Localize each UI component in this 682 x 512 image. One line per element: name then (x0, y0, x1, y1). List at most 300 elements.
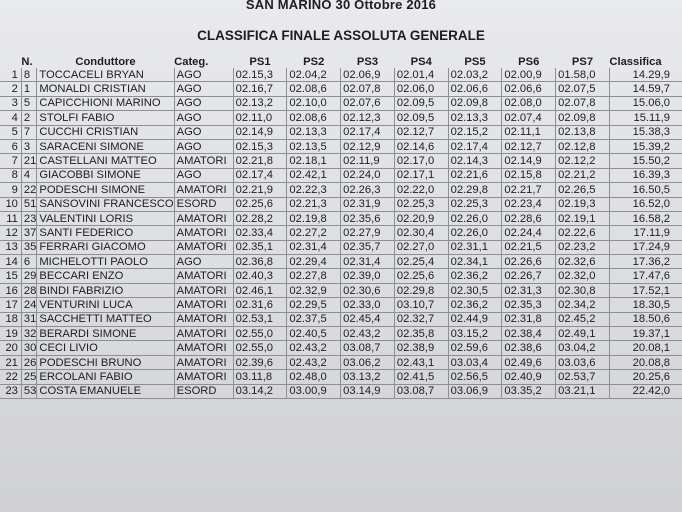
table-row (0, 327, 682, 341)
cell-ps7: 02.53,7 (556, 370, 610, 384)
cell-number: 5 (21, 96, 36, 110)
col-header-classifica: Classifica (609, 55, 662, 68)
cell-category: AMATORI (174, 240, 233, 254)
cell-category: AMATORI (174, 154, 233, 168)
cell-ps5: 02.44,9 (448, 312, 502, 326)
cell-ps4: 02.32,7 (394, 312, 448, 326)
cell-ps3: 02.39,0 (341, 269, 395, 283)
cell-ps5: 02.36,2 (448, 298, 502, 312)
cell-number: 22 (21, 183, 36, 197)
cell-ps7: 02.19,3 (556, 197, 610, 211)
cell-classifica: 17.47,6 (609, 269, 682, 283)
cell-ps3: 02.07,6 (341, 96, 395, 110)
cell-ps3: 02.30,6 (341, 283, 395, 297)
cell-ps7: 02.32,0 (556, 269, 610, 283)
cell-ps5: 02.29,8 (448, 183, 502, 197)
cell-position: 21 (0, 355, 21, 369)
table-row (0, 370, 682, 384)
cell-driver: SARACENI SIMONE (37, 139, 174, 153)
cell-ps2: 02.32,9 (287, 283, 341, 297)
cell-ps5: 02.06,6 (448, 82, 502, 96)
cell-classifica: 22.42,0 (609, 384, 682, 398)
cell-ps1: 02.46,1 (233, 283, 287, 297)
cell-ps6: 02.24,4 (502, 226, 556, 240)
cell-classifica: 17.11,9 (609, 226, 682, 240)
page-title: CLASSIFICA FINALE ASSOLUTA GENERALE (197, 28, 485, 43)
cell-number: 24 (21, 298, 36, 312)
cell-category: AGO (174, 255, 233, 269)
table-row (0, 255, 682, 269)
cell-category: AMATORI (174, 283, 233, 297)
cell-position: 11 (0, 211, 21, 225)
cell-position: 12 (0, 226, 21, 240)
cell-driver: CECI LIVIO (37, 341, 174, 355)
cell-ps2: 02.43,2 (287, 341, 341, 355)
cell-driver: VALENTINI LORIS (37, 211, 174, 225)
cell-classifica: 17.36,2 (609, 255, 682, 269)
col-header-driver: Conduttore (75, 55, 136, 68)
table-body (0, 68, 682, 398)
cell-ps1: 02.15,3 (233, 139, 287, 153)
cell-ps7: 02.07,5 (556, 82, 610, 96)
cell-ps4: 03.08,7 (394, 384, 448, 398)
cell-ps3: 02.26,3 (341, 183, 395, 197)
cell-driver: CUCCHI CRISTIAN (37, 125, 174, 139)
cell-driver: SACCHETTI MATTEO (37, 312, 174, 326)
table-row (0, 298, 682, 312)
cell-ps7: 02.13,8 (556, 125, 610, 139)
cell-ps1: 02.53,1 (233, 312, 287, 326)
cell-position: 6 (0, 139, 21, 153)
cell-ps2: 02.42,1 (287, 168, 341, 182)
col-header-ps7: PS7 (571, 55, 594, 68)
cell-ps2: 02.18,1 (287, 154, 341, 168)
cell-classifica: 20.08,8 (609, 355, 682, 369)
cell-ps4: 02.29,8 (394, 283, 448, 297)
cell-number: 8 (21, 68, 36, 82)
cell-classifica: 20.08,1 (609, 341, 682, 355)
cell-number: 2 (21, 111, 36, 125)
cell-ps6: 02.06,6 (502, 82, 556, 96)
cell-position: 23 (0, 384, 21, 398)
cell-category: AMATORI (174, 183, 233, 197)
cell-ps4: 02.17,0 (394, 154, 448, 168)
cell-ps2: 02.08,6 (287, 82, 341, 96)
cell-ps5: 02.26,0 (448, 226, 502, 240)
cell-ps3: 02.35,6 (341, 211, 395, 225)
cell-ps1: 02.39,6 (233, 355, 287, 369)
cell-ps1: 02.17,4 (233, 168, 287, 182)
cell-ps2: 02.10,0 (287, 96, 341, 110)
cell-category: AMATORI (174, 312, 233, 326)
cell-number: 25 (21, 370, 36, 384)
table-row (0, 269, 682, 283)
cell-ps7: 03.03,6 (556, 355, 610, 369)
cell-driver: SANSOVINI FRANCESCO (37, 197, 174, 211)
cell-ps4: 02.25,4 (394, 255, 448, 269)
cell-driver: MONALDI CRISTIAN (37, 82, 174, 96)
cell-ps3: 02.43,2 (341, 327, 395, 341)
cell-ps2: 02.29,4 (287, 255, 341, 269)
table-row (0, 240, 682, 254)
table-row (0, 96, 682, 110)
col-header-ps6: PS6 (518, 55, 540, 68)
cell-ps5: 02.31,1 (448, 240, 502, 254)
cell-ps2: 02.13,3 (287, 125, 341, 139)
cell-classifica: 16.50,5 (609, 183, 682, 197)
cell-ps7: 01.58,0 (556, 68, 610, 82)
cell-driver: FERRARI GIACOMO (37, 240, 174, 254)
cell-category: AMATORI (174, 355, 233, 369)
cell-classifica: 18.50,6 (609, 312, 682, 326)
cell-position: 5 (0, 125, 21, 139)
cell-number: 29 (21, 269, 36, 283)
cell-ps3: 02.12,3 (341, 111, 395, 125)
cell-ps2: 02.43,2 (287, 355, 341, 369)
cell-ps4: 02.35,8 (394, 327, 448, 341)
cell-ps6: 02.21,5 (502, 240, 556, 254)
table-row (0, 211, 682, 225)
table-row (0, 154, 682, 168)
cell-ps6: 02.38,4 (502, 327, 556, 341)
cell-ps5: 02.59,6 (448, 341, 502, 355)
cell-category: ESORD (174, 384, 233, 398)
cell-ps5: 02.25,3 (448, 197, 502, 211)
table-header-row (0, 55, 682, 68)
cell-ps2: 02.31,4 (287, 240, 341, 254)
cell-ps1: 02.31,6 (233, 298, 287, 312)
cell-ps6: 02.07,4 (502, 111, 556, 125)
cell-ps2: 02.19,8 (287, 211, 341, 225)
cell-ps5: 03.06,9 (448, 384, 502, 398)
cell-ps4: 02.38,9 (394, 341, 448, 355)
cell-category: AGO (174, 96, 233, 110)
cell-category: AMATORI (174, 226, 233, 240)
cell-classifica: 17.24,9 (609, 240, 682, 254)
cell-ps4: 02.25,3 (394, 197, 448, 211)
cell-ps3: 02.35,7 (341, 240, 395, 254)
cell-ps7: 02.09,8 (556, 111, 610, 125)
cell-driver: BERARDI SIMONE (37, 327, 174, 341)
cell-category: ESORD (174, 197, 233, 211)
cell-ps7: 02.12,8 (556, 139, 610, 153)
cell-number: 37 (21, 226, 36, 240)
cell-number: 30 (21, 341, 36, 355)
cell-ps6: 02.40,9 (502, 370, 556, 384)
cell-ps5: 02.56,5 (448, 370, 502, 384)
cell-ps5: 02.36,2 (448, 269, 502, 283)
cell-classifica: 15.39,2 (609, 139, 682, 153)
cell-ps2: 02.48,0 (287, 370, 341, 384)
cell-ps2: 03.00,9 (287, 384, 341, 398)
cell-ps6: 02.28,6 (502, 211, 556, 225)
cell-number: 4 (21, 168, 36, 182)
table-row (0, 283, 682, 297)
cell-ps2: 02.40,5 (287, 327, 341, 341)
cell-ps4: 02.17,1 (394, 168, 448, 182)
cell-ps3: 03.06,2 (341, 355, 395, 369)
cell-ps5: 02.34,1 (448, 255, 502, 269)
cell-ps7: 02.12,2 (556, 154, 610, 168)
cell-ps2: 02.04,2 (287, 68, 341, 82)
cell-number: 6 (21, 255, 36, 269)
cell-ps5: 02.21,6 (448, 168, 502, 182)
cell-ps4: 02.06,0 (394, 82, 448, 96)
cell-classifica: 15.11,9 (609, 111, 682, 125)
cell-ps7: 03.21,1 (556, 384, 610, 398)
cell-ps1: 03.11,8 (233, 370, 287, 384)
cell-category: AMATORI (174, 269, 233, 283)
cell-ps7: 02.45,2 (556, 312, 610, 326)
cell-ps5: 02.26,0 (448, 211, 502, 225)
cell-position: 16 (0, 283, 21, 297)
cell-ps2: 02.29,5 (287, 298, 341, 312)
cell-ps1: 02.15,3 (233, 68, 287, 82)
cell-ps5: 02.09,8 (448, 96, 502, 110)
cell-driver: GIACOBBI SIMONE (37, 168, 174, 182)
cell-classifica: 14.59,7 (609, 82, 682, 96)
cell-driver: BECCARI ENZO (37, 269, 174, 283)
cell-position: 4 (0, 111, 21, 125)
cell-classifica: 16.58,2 (609, 211, 682, 225)
cell-driver: COSTA EMANUELE (37, 384, 174, 398)
table-row (0, 341, 682, 355)
cell-number: 51 (21, 197, 36, 211)
cell-ps7: 02.07,8 (556, 96, 610, 110)
cell-ps1: 02.14,9 (233, 125, 287, 139)
table-row (0, 183, 682, 197)
cell-number: 32 (21, 327, 36, 341)
cell-number: 28 (21, 283, 36, 297)
cell-ps2: 02.22,3 (287, 183, 341, 197)
cell-driver: TOCCACELI BRYAN (37, 68, 174, 82)
cell-ps7: 02.32,6 (556, 255, 610, 269)
col-header-ps3: PS3 (356, 55, 379, 68)
cell-position: 20 (0, 341, 21, 355)
cell-ps1: 02.55,0 (233, 327, 287, 341)
cell-ps4: 02.09,5 (394, 111, 448, 125)
cell-ps6: 02.35,3 (502, 298, 556, 312)
cell-position: 14 (0, 255, 21, 269)
cell-position: 1 (0, 68, 21, 82)
cell-ps6: 02.21,7 (502, 183, 556, 197)
cell-position: 15 (0, 269, 21, 283)
table-row (0, 139, 682, 153)
table-row (0, 197, 682, 211)
cell-ps3: 02.07,8 (341, 82, 395, 96)
cell-ps5: 02.30,5 (448, 283, 502, 297)
cell-ps3: 02.31,4 (341, 255, 395, 269)
cell-ps4: 02.22,0 (394, 183, 448, 197)
cell-ps3: 03.13,2 (341, 370, 395, 384)
cell-ps3: 03.14,9 (341, 384, 395, 398)
cell-driver: PODESCHI SIMONE (37, 183, 174, 197)
table-row (0, 68, 682, 82)
cell-position: 18 (0, 312, 21, 326)
cell-ps2: 02.37,5 (287, 312, 341, 326)
cell-ps3: 03.08,7 (341, 341, 395, 355)
cell-ps6: 02.00,9 (502, 68, 556, 82)
cell-category: AGO (174, 68, 233, 82)
cell-ps1: 02.36,8 (233, 255, 287, 269)
cell-ps2: 02.13,5 (287, 139, 341, 153)
cell-classifica: 14.29,9 (609, 68, 682, 82)
cell-ps6: 02.49,6 (502, 355, 556, 369)
cell-ps4: 02.30,4 (394, 226, 448, 240)
cell-category: AGO (174, 82, 233, 96)
results-table (0, 55, 682, 399)
cell-ps1: 02.21,8 (233, 154, 287, 168)
cell-ps7: 02.19,1 (556, 211, 610, 225)
cell-driver: PODESCHI BRUNO (37, 355, 174, 369)
cell-position: 3 (0, 96, 21, 110)
cell-ps3: 02.27,9 (341, 226, 395, 240)
cell-ps6: 02.38,6 (502, 341, 556, 355)
cell-category: AMATORI (174, 211, 233, 225)
cell-category: AMATORI (174, 341, 233, 355)
cell-driver: SANTI FEDERICO (37, 226, 174, 240)
cell-position: 19 (0, 327, 21, 341)
cell-category: AGO (174, 111, 233, 125)
cell-ps1: 03.14,2 (233, 384, 287, 398)
cell-ps4: 02.27,0 (394, 240, 448, 254)
cell-number: 31 (21, 312, 36, 326)
cell-ps1: 02.11,0 (233, 111, 287, 125)
cell-ps6: 02.14,9 (502, 154, 556, 168)
cell-ps5: 03.15,2 (448, 327, 502, 341)
cell-ps4: 02.43,1 (394, 355, 448, 369)
col-header-category: Categ. (174, 55, 209, 68)
col-header-ps1: PS1 (249, 55, 271, 68)
cell-ps3: 02.45,4 (341, 312, 395, 326)
cell-ps7: 02.49,1 (556, 327, 610, 341)
cell-classifica: 15.06,0 (609, 96, 682, 110)
cell-position: 8 (0, 168, 21, 182)
cell-classifica: 18.30,5 (609, 298, 682, 312)
cell-category: AGO (174, 139, 233, 153)
cell-position: 9 (0, 183, 21, 197)
cell-ps4: 02.14,6 (394, 139, 448, 153)
cell-position: 22 (0, 370, 21, 384)
cell-position: 13 (0, 240, 21, 254)
cell-ps6: 02.26,6 (502, 255, 556, 269)
cell-category: AMATORI (174, 370, 233, 384)
cell-ps6: 02.23,4 (502, 197, 556, 211)
col-header-ps2: PS2 (303, 55, 325, 68)
cell-position: 17 (0, 298, 21, 312)
cell-driver: STOLFI FABIO (37, 111, 174, 125)
cell-ps4: 03.10,7 (394, 298, 448, 312)
cell-ps1: 02.16,7 (233, 82, 287, 96)
cell-ps2: 02.27,8 (287, 269, 341, 283)
col-header-ps5: PS5 (464, 55, 486, 68)
cell-ps1: 02.25,6 (233, 197, 287, 211)
cell-driver: BINDI FABRIZIO (37, 283, 174, 297)
cell-driver: MICHELOTTI PAOLO (37, 255, 174, 269)
cell-classifica: 15.50,2 (609, 154, 682, 168)
cell-category: AMATORI (174, 327, 233, 341)
cell-number: 35 (21, 240, 36, 254)
cell-ps7: 03.04,2 (556, 341, 610, 355)
table-row (0, 384, 682, 398)
table-row (0, 82, 682, 96)
cell-classifica: 19.37,1 (609, 327, 682, 341)
cell-classifica: 20.25,6 (609, 370, 682, 384)
cell-ps3: 02.06,9 (341, 68, 395, 82)
table-row (0, 312, 682, 326)
cell-ps3: 02.12,9 (341, 139, 395, 153)
cell-ps6: 02.31,8 (502, 312, 556, 326)
event-header: SAN MARINO 30 Ottobre 2016 (245, 0, 437, 12)
cell-classifica: 16.39,3 (609, 168, 682, 182)
cell-ps6: 02.11,1 (502, 125, 556, 139)
cell-ps4: 02.09,5 (394, 96, 448, 110)
cell-driver: VENTURINI LUCA (37, 298, 174, 312)
table-row (0, 226, 682, 240)
cell-ps1: 02.21,9 (233, 183, 287, 197)
cell-ps1: 02.28,2 (233, 211, 287, 225)
cell-ps6: 02.15,8 (502, 168, 556, 182)
cell-ps7: 02.23,2 (556, 240, 610, 254)
table-row (0, 125, 682, 139)
cell-ps3: 02.17,4 (341, 125, 395, 139)
cell-position: 10 (0, 197, 21, 211)
cell-ps4: 02.25,6 (394, 269, 448, 283)
cell-ps6: 02.26,7 (502, 269, 556, 283)
table-row (0, 111, 682, 125)
cell-ps1: 02.13,2 (233, 96, 287, 110)
cell-ps5: 02.14,3 (448, 154, 502, 168)
col-header-n: N. (21, 55, 33, 68)
cell-ps4: 02.12,7 (394, 125, 448, 139)
cell-ps5: 02.17,4 (448, 139, 502, 153)
cell-ps1: 02.33,4 (233, 226, 287, 240)
cell-classifica: 16.52,0 (609, 197, 682, 211)
cell-number: 7 (21, 125, 36, 139)
cell-ps6: 02.08,0 (502, 96, 556, 110)
cell-ps6: 02.12,7 (502, 139, 556, 153)
cell-ps7: 02.21,2 (556, 168, 610, 182)
cell-ps3: 02.11,9 (341, 154, 395, 168)
cell-number: 21 (21, 154, 36, 168)
cell-driver: CAPICCHIONI MARINO (37, 96, 174, 110)
cell-ps5: 02.13,3 (448, 111, 502, 125)
cell-ps1: 02.40,3 (233, 269, 287, 283)
cell-ps2: 02.08,6 (287, 111, 341, 125)
cell-driver: CASTELLANI MATTEO (37, 154, 174, 168)
cell-position: 2 (0, 82, 21, 96)
cell-ps7: 02.34,2 (556, 298, 610, 312)
cell-position: 7 (0, 154, 21, 168)
cell-number: 53 (21, 384, 36, 398)
cell-ps5: 03.03,4 (448, 355, 502, 369)
col-header-pos (0, 55, 21, 68)
table-row (0, 168, 682, 182)
cell-ps4: 02.20,9 (394, 211, 448, 225)
cell-category: AMATORI (174, 298, 233, 312)
cell-ps2: 02.27,2 (287, 226, 341, 240)
cell-ps6: 02.31,3 (502, 283, 556, 297)
table-row (0, 355, 682, 369)
cell-category: AGO (174, 168, 233, 182)
cell-ps4: 02.41,5 (394, 370, 448, 384)
cell-classifica: 15.38,3 (609, 125, 682, 139)
cell-category: AGO (174, 125, 233, 139)
cell-ps3: 02.33,0 (341, 298, 395, 312)
cell-ps1: 02.35,1 (233, 240, 287, 254)
cell-ps5: 02.03,2 (448, 68, 502, 82)
col-header-ps4: PS4 (410, 55, 432, 68)
